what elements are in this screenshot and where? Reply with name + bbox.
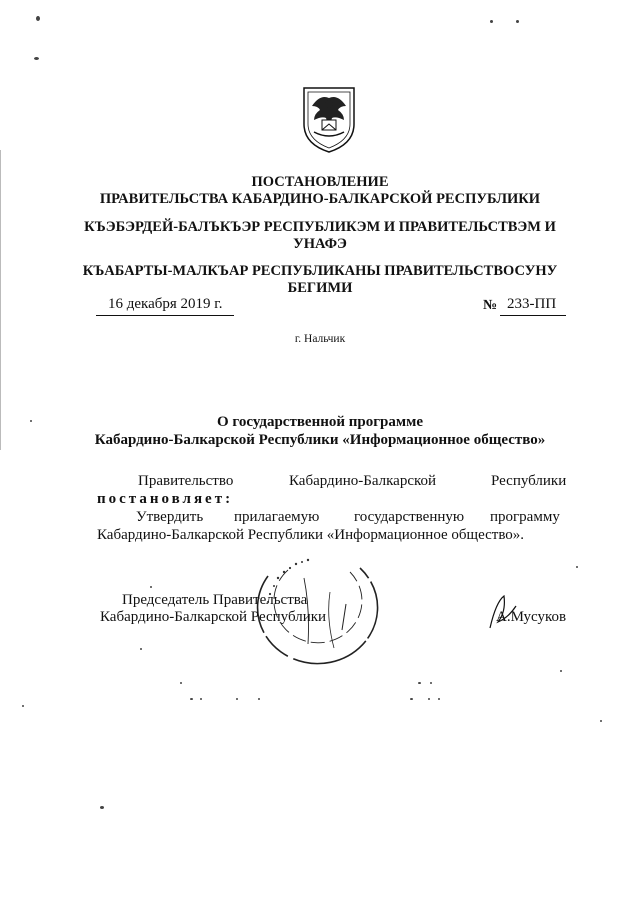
city: г. Нальчик <box>294 333 346 345</box>
subject-line-2: Кабардино-Балкарской Республики «Информационное общество» <box>94 432 546 448</box>
issuer-line-kbd-cont: УНАФЭ <box>293 236 347 252</box>
para-word-4: программу <box>490 509 560 525</box>
number-sign: № <box>483 298 498 313</box>
body-word-government: Правительство <box>138 473 234 489</box>
coat-of-arms-emblem <box>300 84 358 154</box>
body-word-republic: Республики <box>491 473 567 489</box>
date-underline <box>96 315 234 316</box>
issuer-line-krc-cont: БЕГИМИ <box>287 280 353 296</box>
decree-word: постановляет: <box>97 491 234 507</box>
issuer-line-krc: КЪАБАРТЫ-МАЛКЪАР РЕСПУБЛИКАНЫ ПРАВИТЕЛЬСТВОСУНУ <box>82 263 558 279</box>
body-word-kbr: Кабардино-Балкарской <box>289 473 437 489</box>
para-line-2: Кабардино-Балкарской Республики «Информационное общество». <box>97 527 525 543</box>
para-word-1: Утвердить <box>136 509 204 525</box>
number-underline <box>500 315 566 316</box>
subject-line-1: О государственной программе <box>217 414 423 430</box>
issuer-line-ru: ПРАВИТЕЛЬСТВА КАБАРДИНО-БАЛКАРСКОЙ РЕСПУБЛИКИ <box>99 191 541 207</box>
doc-number: 233-ПП <box>507 296 557 312</box>
para-word-2: прилагаемую <box>234 509 320 525</box>
signatory-name: А.Мусуков <box>496 609 567 625</box>
issuer-line-kbd: КЪЭБЭРДЕЙ-БАЛЪКЪЭР РЕСПУБЛИКЭМ И ПРАВИТЕЛЬСТВЭМ И <box>84 219 556 235</box>
signatory-role-line-1: Председатель Правительства <box>122 592 308 608</box>
signatory-role-line-2: Кабардино-Балкарской Республики <box>100 609 327 625</box>
doc-type-title: ПОСТАНОВЛЕНИЕ <box>251 174 389 190</box>
para-word-3: государственную <box>354 509 465 525</box>
doc-date: 16 декабря 2019 г. <box>108 296 223 312</box>
